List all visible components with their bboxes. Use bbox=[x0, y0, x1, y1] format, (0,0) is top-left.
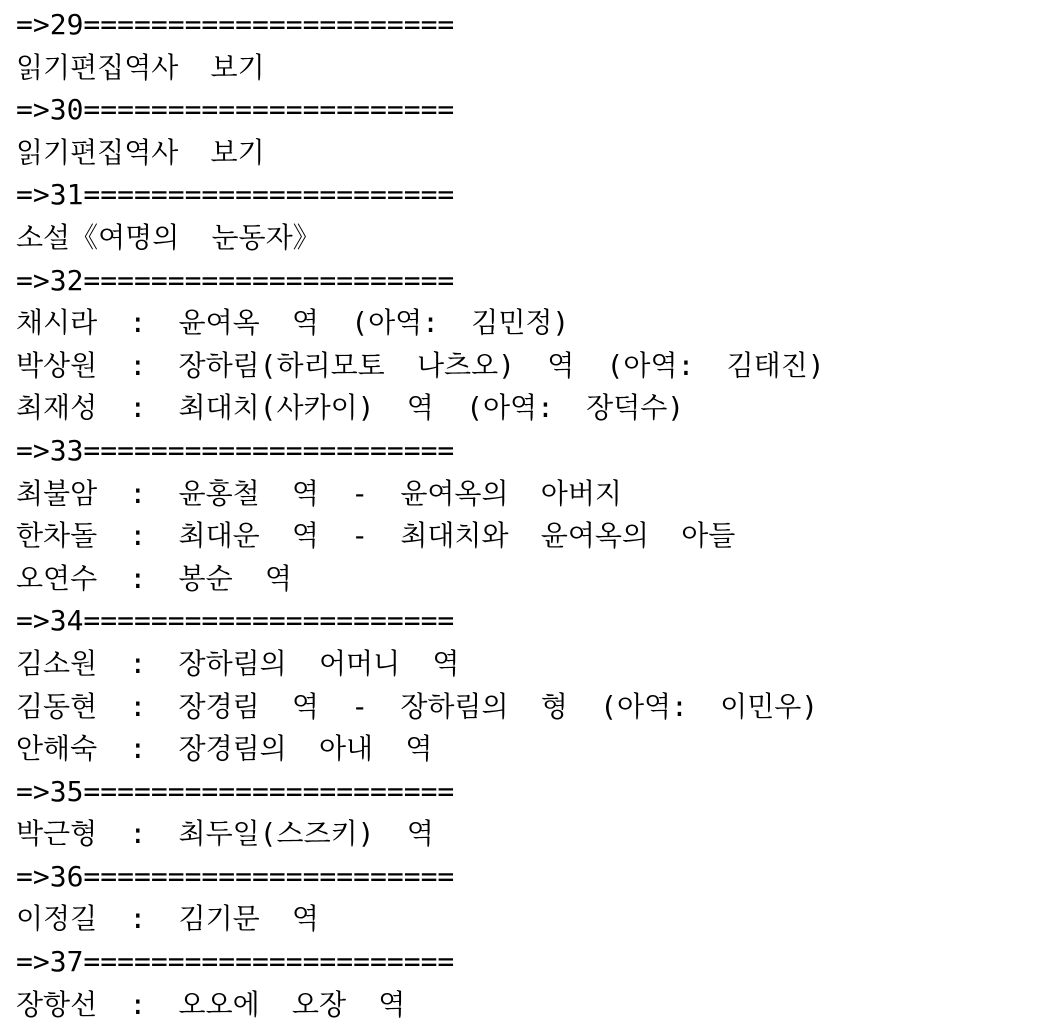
separator-line-31: =>31====================== bbox=[16, 178, 455, 212]
cast-line: 김동현 : 장경림 역 - 장하림의 형 (아역: 이민우) bbox=[16, 689, 819, 723]
separator-line-36: =>36====================== bbox=[16, 859, 455, 893]
separator-line-32: =>32====================== bbox=[16, 263, 455, 297]
novel-title-line: 소설《여명의 눈동자》 bbox=[16, 220, 321, 254]
separator-line-30: =>30====================== bbox=[16, 93, 455, 127]
cast-line: 장항선 : 오오에 오장 역 bbox=[16, 987, 406, 1021]
separator-line-29: =>29====================== bbox=[16, 8, 455, 41]
cast-line: 안해숙 : 장경림의 아내 역 bbox=[16, 732, 433, 766]
cast-line: 채시라 : 윤여옥 역 (아역: 김민정) bbox=[16, 306, 570, 340]
cast-line: 오연수 : 봉순 역 bbox=[16, 561, 292, 595]
separator-line-34: =>34====================== bbox=[16, 604, 455, 638]
cast-line: 이정길 : 김기문 역 bbox=[16, 902, 319, 936]
cast-line: 최불암 : 윤홍철 역 - 윤여옥의 아버지 bbox=[16, 476, 622, 510]
wiki-tabs-line: 읽기편집역사 보기 bbox=[16, 50, 265, 84]
cast-line: 박근형 : 최두일(스즈키) 역 bbox=[16, 817, 434, 851]
separator-line-37: =>37====================== bbox=[16, 945, 455, 979]
cast-line: 박상원 : 장하림(하리모토 나츠오) 역 (아역: 김태진) bbox=[16, 348, 825, 382]
separator-line-33: =>33====================== bbox=[16, 433, 455, 467]
separator-line-35: =>35====================== bbox=[16, 774, 455, 808]
cast-line: 김소원 : 장하림의 어머니 역 bbox=[16, 646, 460, 680]
wiki-tabs-line: 읽기편집역사 보기 bbox=[16, 135, 265, 169]
cast-line: 최재성 : 최대치(사카이) 역 (아역: 장덕수) bbox=[16, 391, 685, 425]
cast-line: 한차돌 : 최대운 역 - 최대치와 윤여옥의 아들 bbox=[16, 519, 736, 553]
